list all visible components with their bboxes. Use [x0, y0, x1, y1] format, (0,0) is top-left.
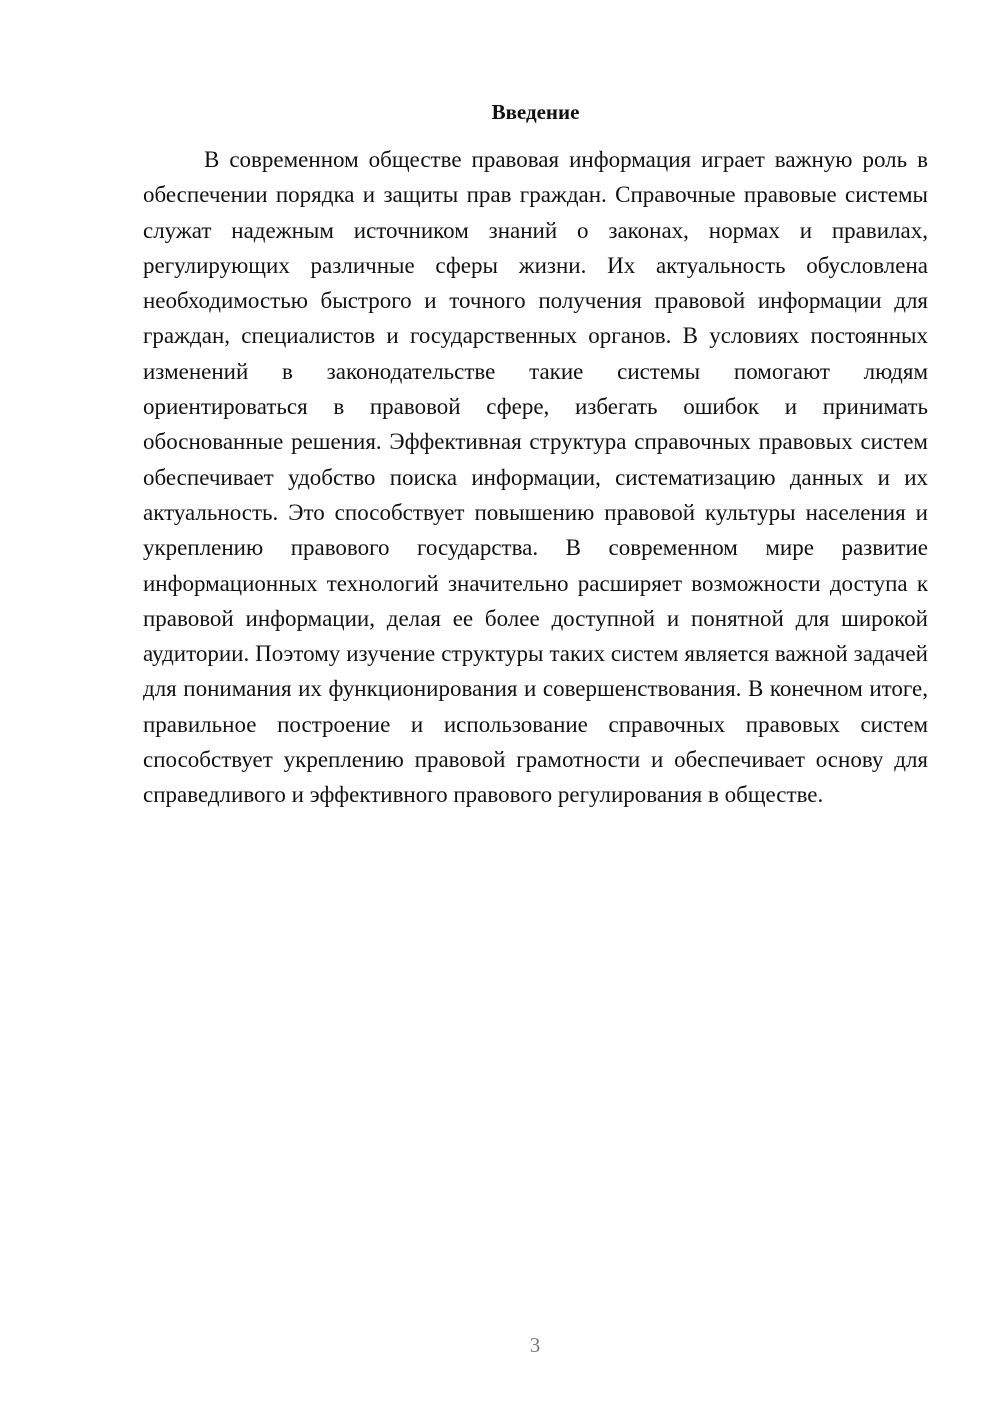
body-paragraph: В современном обществе правовая информация играет важную роль в обеспечении порядка и защиты прав граждан. Справочные правовые системы служат надежным источником знаний о законах, нормах и правилах, регулирующих различные сферы жизни. Их актуальность обусловлена необходимостью быстрого и точного получения правовой информации для граждан, специалистов и государственных органов. В условиях постоянных изменений в законодательстве такие системы помогают людям ориентироваться в правовой сфере, избегать ошибок и принимать обоснованные решения. Эффективная структура справочных правовых систем обеспечивает удобство поиска информации, систематизацию данных и их актуальность. Это способствует повышению правовой культуры населения и укреплению правового государства. В современном мире развитие информационных технологий значительно расширяет возможности доступа к правовой информации, делая ее более доступной и понятной для широкой аудитории. Поэтому изучение структуры таких систем является важной задачей для понимания их функционирования и совершенствования. В конечном итоге, правильное построение и использование справочных правовых систем способствует укреплению правовой грамотности и обеспечивает основу для справедливого и эффективного правового регулирования в обществе.	[143, 147, 928, 808]
section-heading: Введение	[491, 100, 580, 124]
page-number: 3	[529, 1333, 541, 1357]
